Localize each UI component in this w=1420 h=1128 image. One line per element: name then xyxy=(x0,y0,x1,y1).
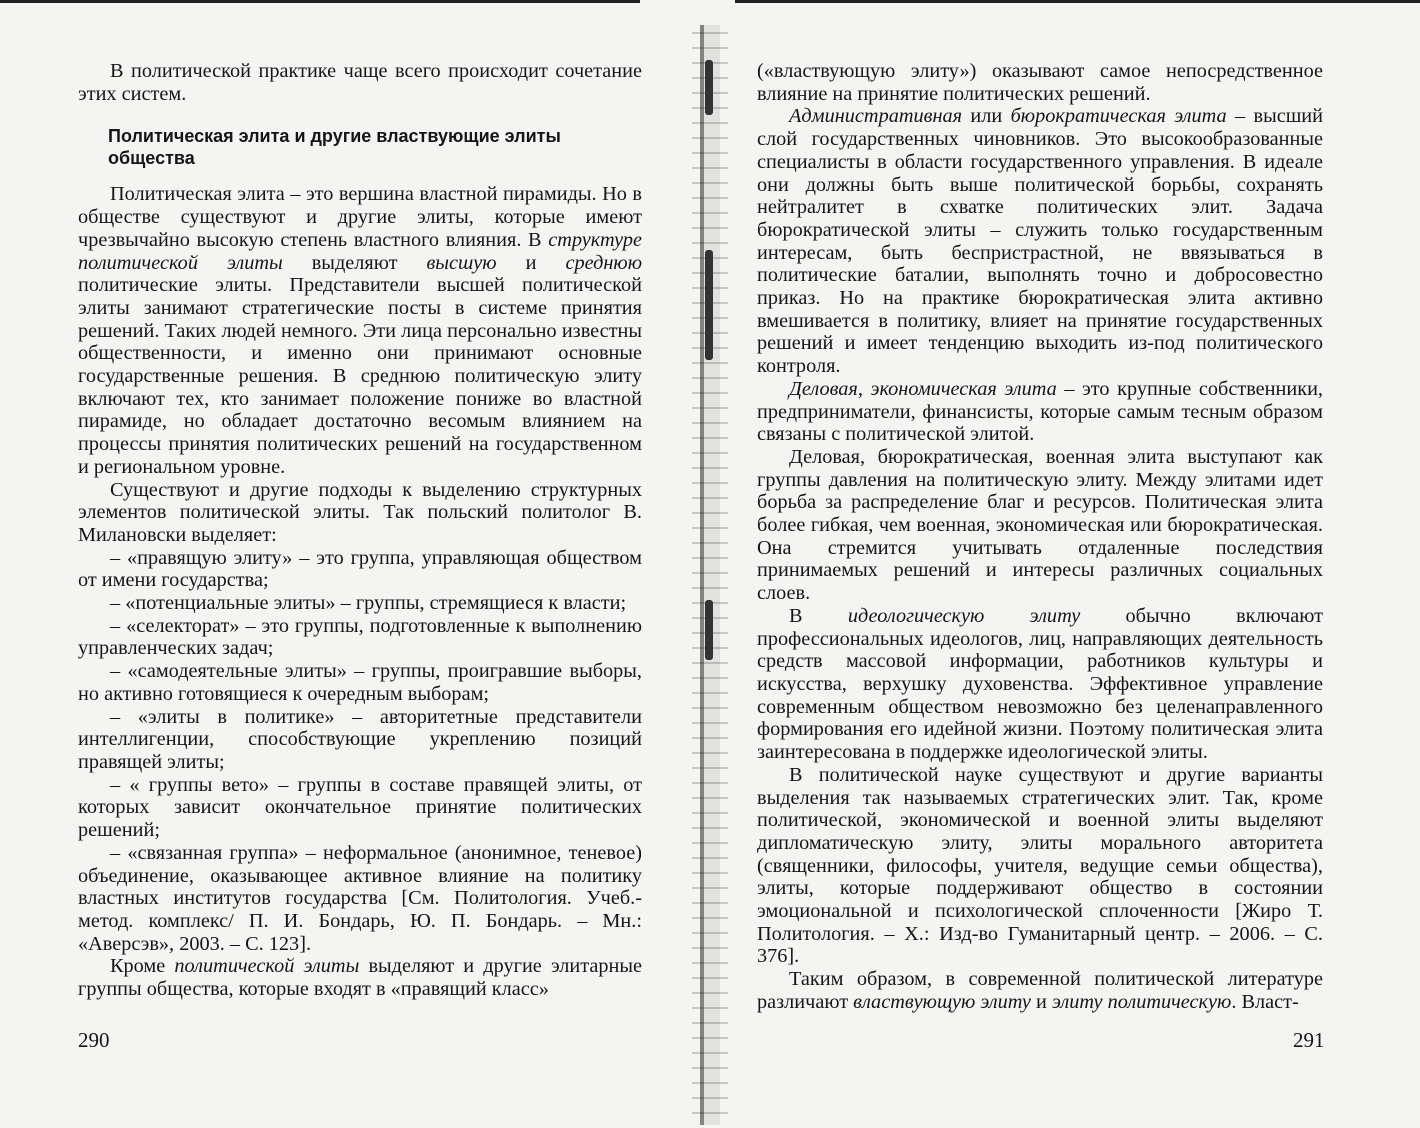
paragraph xyxy=(757,378,1323,446)
list-item: – «правящую элиту» – это группа, управляющая обществом от имени государства; xyxy=(78,546,642,592)
italic-term: политической элиты xyxy=(174,955,360,978)
text-run: и xyxy=(1030,990,1052,1013)
text-run: – высший слой государственных чиновников. Это высокообразованные специалисты в области государственного управления. В идеале они должны быть выше политической борьбы, сохранять нейтралитет в схватке политических элит. Задача бюрократической элиты – служить только государственным интересам, быть беспристрастной, не ввязываться в политические баталии, выполнять точно и добросовестно приказ. Но на практике бюрократическая элита активно вмешивается в политику, влияет на принятие государственных решений и имеет тенденцию выходить из-под политического контроля. xyxy=(757,105,1324,378)
italic-term: высшую xyxy=(426,251,497,274)
spine-ink-mark xyxy=(705,250,713,360)
italic-term: элиту политическую xyxy=(1051,990,1232,1013)
list-item: – « группы вето» – группы в составе правящей элиты, от которых зависит окончательное принятие политических решений; xyxy=(78,773,642,842)
italic-term: структуре политической элиты xyxy=(78,228,642,274)
section-heading: Политическая элита и другие властвующие элиты общества xyxy=(108,126,561,169)
paragraph xyxy=(757,105,1323,377)
text-run: Политическая элита – это вершина властной пирамиды. Но в обществе существуют и другие элиты, которые имеют чрезвычайно высокую степень властного влияния. В xyxy=(78,183,642,251)
text-run: . Власт- xyxy=(1231,990,1299,1013)
text-run: политические элиты. Представители высшей политической элиты занимают стратегические посты в системе принятия решений. Таких людей немного. Эти лица персонально известны общественности, и именно они принимают основные государственные решения. В среднюю политическую элиту включают тех, кто занимает положение пониже во властной пирамиде, но обладает достаточно весомым влиянием на процессы принятия политических решений на государственном и региональном уровне. xyxy=(78,274,642,478)
paragraph xyxy=(757,605,1323,764)
paragraph xyxy=(78,183,642,478)
list-item: – «селекторат» – это группы, подготовленные к выполнению управленческих задач; xyxy=(78,614,642,660)
paragraph xyxy=(757,968,1323,1013)
paragraph xyxy=(78,955,642,1000)
paragraph: Деловая, бюрократическая, военная элита выступают как группы давления на политическую элиту. Между элитами идет борьба за распределение благ и ресурсов. Политическая элита более гибкая, чем военная, экономическая или бюрократическая. Она стремится учитывать отдаленные последствия принимаемых решений и интересы различных социальных слоев. xyxy=(757,445,1323,605)
list-item: – «потенциальные элиты» – группы, стремящиеся к власти; xyxy=(110,592,627,615)
text-run: обычно включают профессиональных идеологов, лиц, направляющих деятельность средств массовой информации, работников культуры и искусства, верхушку духовенства. Эффективное управление современным обществом невозможно без целенаправленного формирования его идейной жизни. Поэтому политическая элита заинтересована в поддержке идеологической элиты. xyxy=(757,604,1323,764)
book-spine-shadow xyxy=(692,25,728,1125)
spine-ink-mark xyxy=(705,600,713,660)
paragraph: Существуют и другие подходы к выделению структурных элементов политической элиты. Так польский политолог В. Милановски выделяет: xyxy=(78,478,642,546)
left-page xyxy=(78,60,642,1001)
italic-term: Деловая, экономическая элита xyxy=(789,377,1057,400)
paragraph: В политической науке существуют и другие варианты выделения так называемых стратегических элит. Так, кроме политической, экономической и военной элиты выделяют дипломатическую элиту, элиты морального авторитета (священники, философы, учителя, ведущие семьи общества), элиты, которые поддерживают общество в состоянии эмоциональной и психологической сплоченности [Жиро Т. Политология. – Х.: Изд-во Гуманитарный центр. – 2006. – С. 376]. xyxy=(757,763,1323,968)
spine-ink-mark xyxy=(705,60,713,115)
page-number-left: 290 xyxy=(78,1028,110,1052)
paragraph: («властвующую элиту») оказывают самое непосредственное влияние на принятие политических решений. xyxy=(757,60,1323,105)
list-item: – «элиты в политике» – авторитетные представители интеллигенции, способствующие укреплению позиций правящей элиты; xyxy=(78,705,642,773)
text-run: и xyxy=(496,251,566,274)
top-edge-line-left xyxy=(0,0,640,3)
italic-term: среднюю xyxy=(565,251,642,274)
italic-term: властвующую элиту xyxy=(853,990,1031,1013)
italic-term: бюрократическая элита xyxy=(1010,105,1227,128)
page-number-right: 291 xyxy=(1293,1028,1325,1052)
italic-term: идеологическую элиту xyxy=(847,604,1081,627)
list-item: – «самодеятельные элиты» – группы, проигравшие выборы, но активно готовящиеся к очередным выборам; xyxy=(78,660,642,705)
text-run: Кроме xyxy=(110,955,175,978)
right-page xyxy=(757,60,1323,1014)
italic-term: Административная xyxy=(789,105,963,128)
text-run: В xyxy=(789,604,848,627)
list-item: – «связанная группа» – неформальное (анонимное, теневое) объединение, оказывающее активное влияние на политику властных институтов государства [См. Политология. Учеб.-метод. комплекс/ П. И. Бондарь, Ю. П. Бондарь. – Мн.: «Аверсэв», 2003. – С. 123]. xyxy=(78,841,642,955)
text-run: выделяют и другие элитарные группы общества, которые входят в «правящий класс» xyxy=(78,955,642,1001)
text-run: или xyxy=(962,105,1011,128)
text-run: выделяют xyxy=(282,251,427,274)
text-run: Таким образом, в современной политической литературе различают xyxy=(757,968,1323,1013)
intro-paragraph: В политической практике чаще всего происходит сочетание этих систем. xyxy=(78,60,642,105)
top-edge-line-right xyxy=(735,0,1420,3)
text-run: – это крупные собственники, предприниматели, финансисты, которые самым тесным образом связаны с политической элитой. xyxy=(757,377,1323,446)
